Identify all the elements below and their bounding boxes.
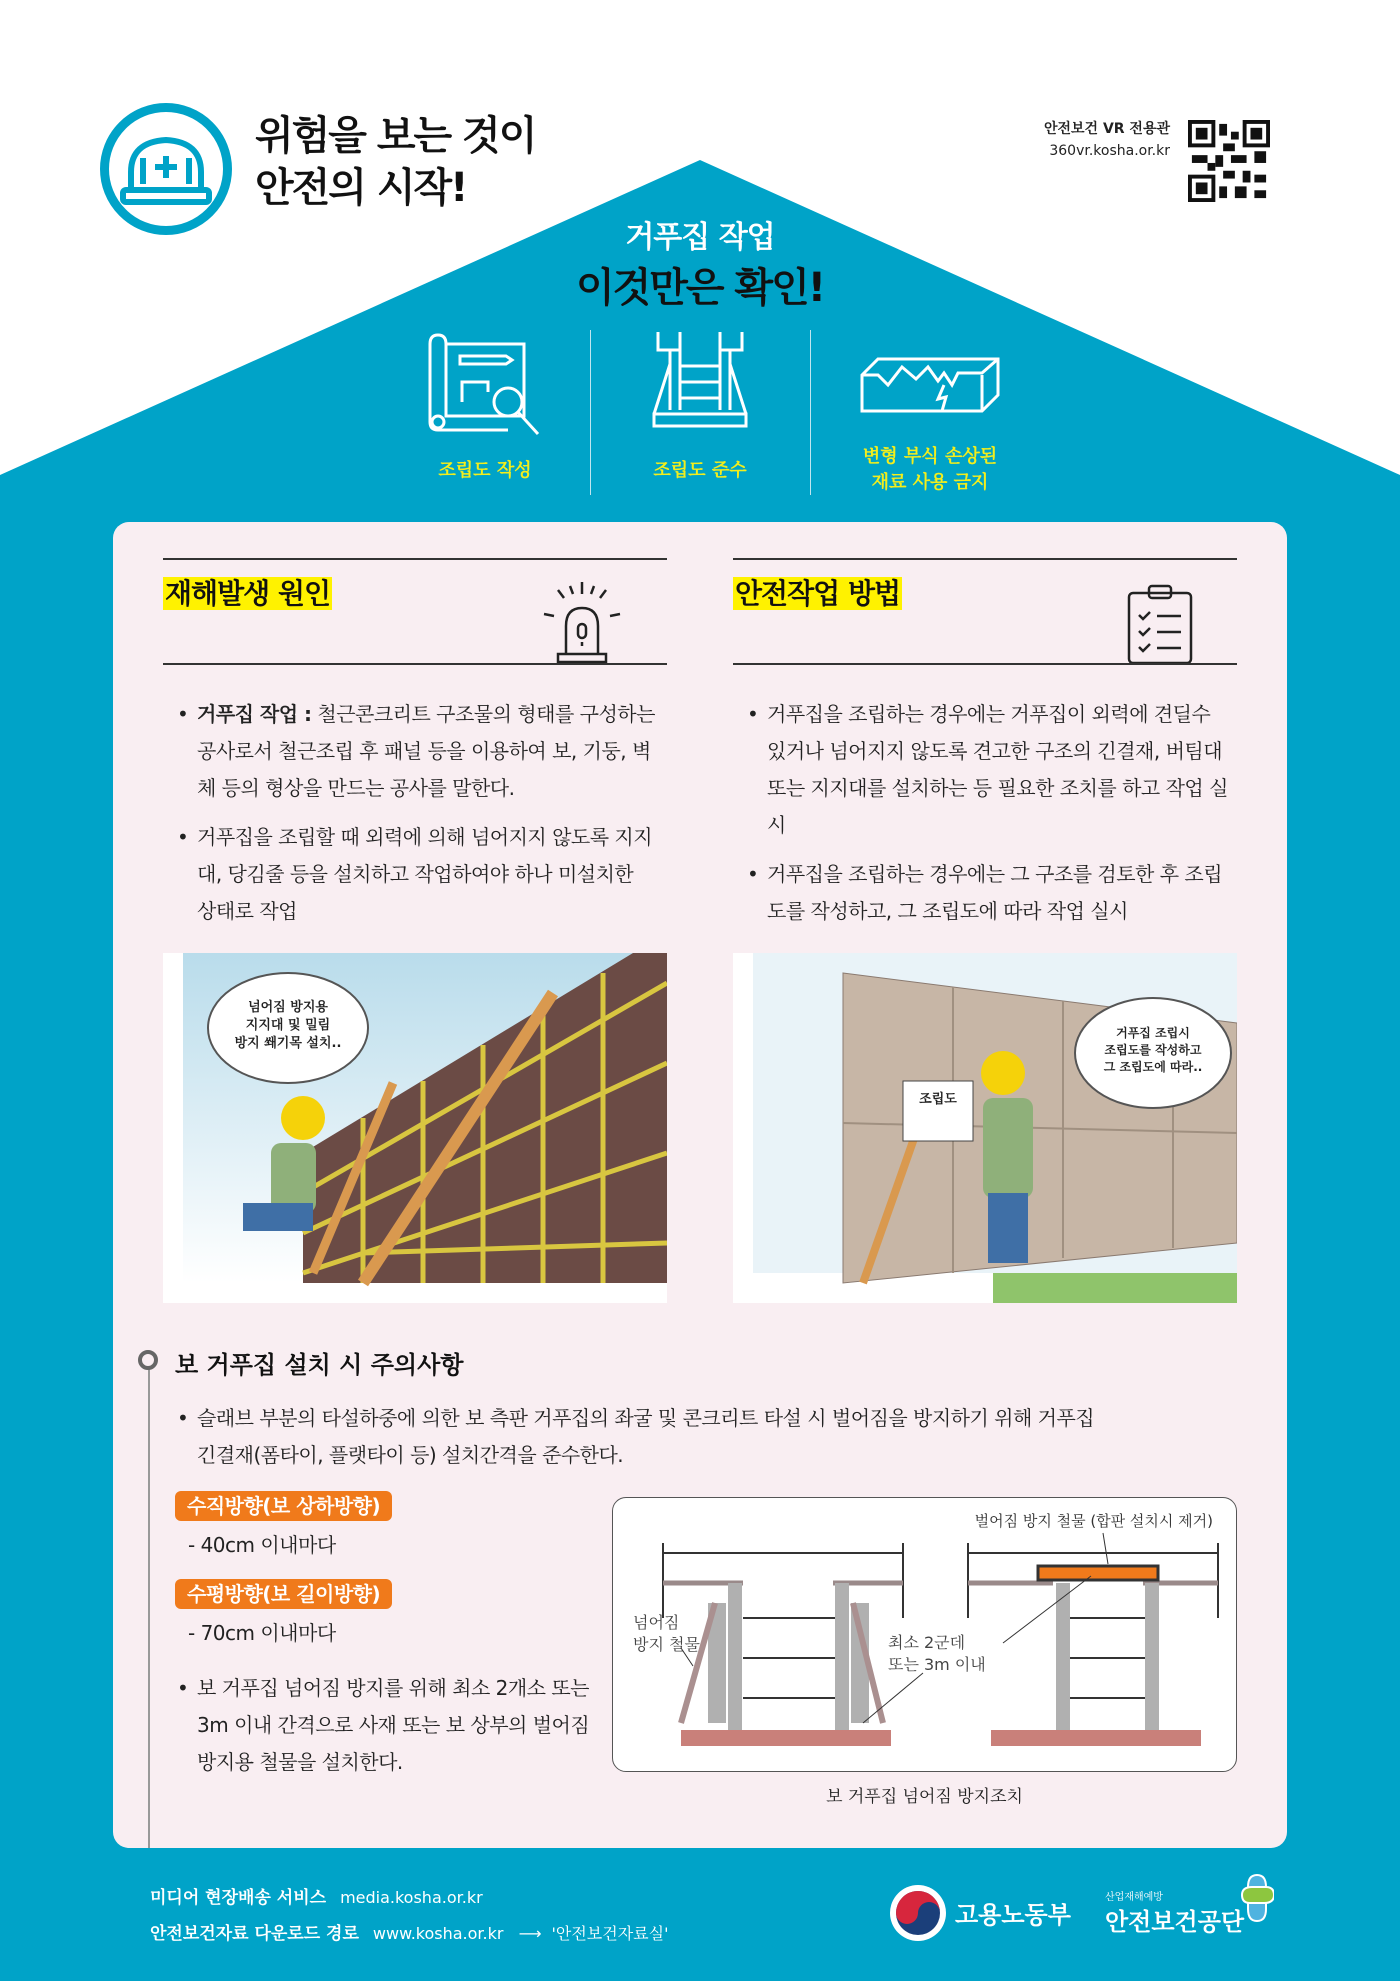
checklist-clipboard-icon	[1125, 583, 1195, 665]
bullet-text: 슬래브 부분의 타설하중에 의한 보 측판 거푸집의 좌굴 및 콘크리트 타설 시 벌어짐을 방지하기 위해 거푸집 긴결재(폼타이, 플랫타이 등) 설치간격을 준수한다.	[197, 1406, 1095, 1467]
agency-name: 안전보건공단	[1105, 1908, 1245, 1936]
bubble-text: 방지 쐐기목 설치..	[234, 1036, 342, 1051]
bullet-text: 거푸집을 조립하는 경우에는 거푸집이 외력에 견딜수 있거나 넘어지지 않도록 견고한 구조의 긴결재, 버팀대 또는 지지대를 설치하는 등 필요한 조치를 하고 작업 실시	[767, 702, 1228, 837]
horizontal-spacing: - 70cm 이내마다	[188, 1621, 336, 1645]
beam-formwork-diagram	[612, 1497, 1237, 1772]
beam-bullet-item	[175, 1400, 1115, 1474]
causes-illustration	[163, 953, 667, 1303]
bubble-text: 거푸집 조립시	[1116, 1026, 1190, 1040]
arrow-icon: ⟶	[518, 1924, 542, 1943]
section-marker-icon	[138, 1350, 158, 1370]
term: 거푸집 작업 :	[197, 702, 312, 726]
helmet-icon	[109, 112, 223, 226]
vertical-direction-tag: 수직방향(보 상하방향)	[175, 1491, 392, 1521]
download-target: '안전보건자료실'	[551, 1924, 669, 1943]
ministry-emblem-icon	[890, 1885, 946, 1941]
ministry-name: 고용노동부	[955, 1901, 1071, 1929]
section-rule	[733, 558, 1237, 560]
bullet-text: 보 거푸집 넘어짐 방지를 위해 최소 2개소 또는 3m 이내 간격으로 사재 또는 보 상부의 벌어짐 방지용 철물을 설치한다.	[197, 1676, 590, 1774]
beam-bullet	[175, 1670, 595, 1793]
methods-bullet	[745, 696, 1230, 844]
bullet-text: 거푸집을 조립할 때 외력에 의해 넘어지지 않도록 지지대, 당김줄 등을 설치하고 작업하여야 하나 미설치한 상태로 작업	[197, 825, 653, 923]
diagram-label-top: 벌어짐 방지 철물 (합판 설치시 제거)	[974, 1512, 1213, 1530]
agency-logo-icon	[1240, 1873, 1274, 1923]
download-label: 안전보건자료 다운로드 경로	[150, 1924, 359, 1944]
slogan-line1: 위험을 보는 것이	[255, 113, 536, 159]
causes-list	[175, 696, 655, 942]
horizontal-direction-tag: 수평방향(보 길이방향)	[175, 1579, 392, 1609]
formwork-frame-icon	[650, 330, 750, 430]
causes-heading: 재해발생 원인	[165, 577, 331, 610]
vertical-spacing: - 40cm 이내마다	[188, 1533, 336, 1557]
section-rule	[163, 558, 667, 560]
bubble-text: 조립도를 작성하고	[1104, 1043, 1202, 1057]
diagram-label-mid: 최소 2군데	[888, 1633, 966, 1652]
media-label: 미디어 현장배송 서비스	[150, 1888, 327, 1908]
blueprint-magnifier-icon	[428, 330, 543, 440]
diagram-label-left: 방지 철물	[633, 1635, 700, 1654]
qr-code[interactable]	[1188, 120, 1270, 202]
diagram-drawing	[613, 1498, 1238, 1773]
hero-item-label-line: 변형 부식 손상된	[862, 446, 998, 467]
methods-bullet	[745, 856, 1230, 930]
slogan-line2: 안전의 시작!	[255, 165, 467, 211]
causes-bullet	[175, 819, 655, 930]
hero-item-label	[820, 444, 1040, 496]
sheet-label: 조립도	[919, 1092, 957, 1107]
methods-list	[745, 696, 1230, 942]
media-url[interactable]: media.kosha.or.kr	[340, 1888, 483, 1907]
beam-bullet	[175, 1400, 1115, 1486]
section-rule	[163, 663, 667, 665]
slogan	[255, 110, 535, 214]
methods-illustration	[733, 953, 1237, 1303]
assembly-drawing-scene	[733, 953, 1237, 1303]
diagram-label-mid: 또는 3m 이내	[888, 1655, 986, 1674]
download-url[interactable]: www.kosha.or.kr	[372, 1924, 504, 1943]
vr-info	[1020, 118, 1170, 162]
beam-heading: 보 거푸집 설치 시 주의사항	[175, 1351, 464, 1379]
hero-item-label: 조립도 준수	[653, 460, 747, 481]
formwork-collapse-scene	[163, 953, 667, 1303]
media-row	[150, 1880, 669, 1916]
hero-item-label: 조립도 작성	[438, 460, 532, 481]
hero-item-label-line: 재료 사용 금지	[871, 472, 989, 493]
vr-label: 안전보건 VR 전용관	[1043, 121, 1170, 137]
bubble-text: 그 조립도에 따라..	[1103, 1060, 1203, 1074]
hero-subtitle: 거푸집 작업	[625, 220, 775, 255]
bullet-text: 철근콘크리트 구조물의 형태를 구성하는 공사로서 철근조립 후 패널 등을 이용하여 보, 기둥, 벽체 등의 형상을 만드는 공사를 말한다.	[197, 702, 655, 800]
agency-tagline: 산업재해예방	[1105, 1892, 1163, 1903]
bubble-text: 넘어짐 방지용	[248, 1000, 328, 1015]
footer-links	[150, 1880, 669, 1952]
beam-bullet-item	[175, 1670, 595, 1781]
methods-heading: 안전작업 방법	[735, 577, 901, 610]
vr-url[interactable]: 360vr.kosha.or.kr	[1049, 143, 1170, 159]
diagram-caption: 보 거푸집 넘어짐 방지조치	[826, 1787, 1023, 1807]
causes-bullet	[175, 696, 655, 807]
diagram-label-left: 넘어짐	[633, 1613, 680, 1632]
divider	[810, 330, 811, 495]
hero-title: 이것만은 확인!	[575, 265, 824, 311]
bubble-text: 지지대 및 밀림	[245, 1018, 331, 1033]
bullet-text: 거푸집을 조립하는 경우에는 그 구조를 검토한 후 조립도를 작성하고, 그 조립도에 따라 작업 실시	[767, 862, 1223, 923]
section-rule	[733, 663, 1237, 665]
timeline-line	[148, 1368, 150, 1848]
alarm-siren-icon	[540, 580, 625, 665]
download-row	[150, 1916, 669, 1952]
cracked-material-icon	[858, 355, 1003, 415]
